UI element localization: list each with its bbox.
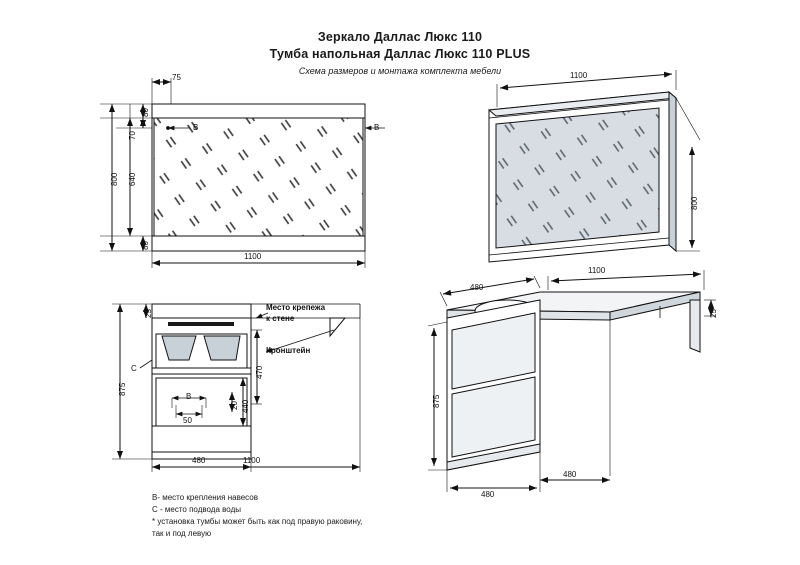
dim-iso-width-1100: 1100 [588, 266, 606, 275]
dim-mirror-iso-height: 800 [690, 196, 699, 210]
dim-iso-height-875: 875 [432, 394, 441, 408]
note-b: B- место крепления навесов [152, 493, 258, 502]
mark-b-right: B [374, 123, 380, 132]
mark-c: C [131, 364, 137, 373]
dim-cabinet-width-480: 480 [192, 456, 206, 465]
note-c: C - место подвода воды [152, 505, 241, 514]
dim-iso-depth-bottom-480: 480 [481, 490, 495, 499]
dim-mirror-glass-640: 640 [128, 172, 137, 186]
dim-iso-depth-right-480: 480 [563, 470, 577, 479]
mark-b-drawer: B [186, 392, 192, 401]
mark-b-left: B [193, 123, 199, 132]
callout-wall-mount-line2: к стене [266, 314, 295, 323]
dim-iso-thickness-25: 25 [709, 309, 718, 318]
callout-wall-mount-line1: Место крепежа [266, 303, 326, 312]
dim-cabinet-width-1100: 1100 [243, 456, 261, 465]
dim-cabinet-20: 20 [230, 401, 239, 410]
callout-bracket: Кронштейн [266, 346, 311, 355]
page-subtitle: Схема размеров и монтажа комплекта мебели [298, 66, 502, 76]
dim-cabinet-b-50: 50 [183, 416, 192, 425]
dim-mirror-top-70: 70 [128, 131, 137, 140]
note-install-1: * установка тумбы может быть как под правую раковину, [152, 517, 363, 526]
dim-mirror-top-80: 80 [141, 108, 150, 117]
page-title-mirror: Зеркало Даллас Люкс 110 [317, 30, 483, 44]
dim-mirror-edge-75: 75 [172, 73, 181, 82]
page-title-cabinet: Тумба напольная Даллас Люкс 110 PLUS [269, 47, 531, 61]
dim-mirror-total-800: 800 [110, 172, 119, 186]
note-install-2: так и под левую [152, 529, 212, 538]
dim-cabinet-drawer-440: 440 [241, 399, 250, 413]
legend-notes [152, 492, 362, 540]
dim-cabinet-top-25: 25 [144, 309, 153, 318]
dim-iso-depth-top-480: 480 [470, 283, 484, 292]
dim-cabinet-inner-470: 470 [255, 365, 264, 379]
dim-mirror-bottom-80: 80 [141, 241, 150, 250]
dim-mirror-iso-width: 1100 [570, 71, 588, 80]
dim-cabinet-height-875: 875 [118, 382, 127, 396]
dim-mirror-width-1100: 1100 [244, 252, 262, 261]
